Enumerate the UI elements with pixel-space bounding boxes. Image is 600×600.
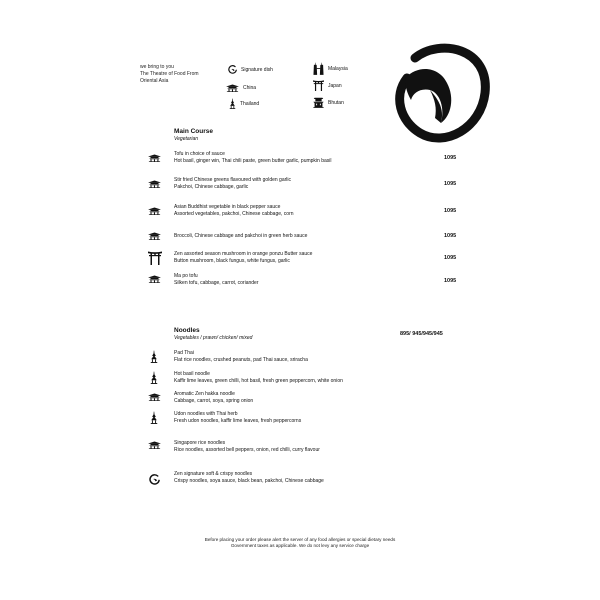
menu-item: [174, 273, 259, 286]
menu-item-desc: Cabbage, carrot, soya, spring onion: [174, 397, 254, 404]
malaysia-towers-icon: [313, 62, 324, 75]
china-pagoda-icon: [148, 275, 161, 283]
china-pagoda-icon: [148, 154, 161, 162]
bhutan-dzong-icon: [313, 97, 324, 108]
menu-item-name: Stir fried Chinese greens flavoured with golden garlic: [174, 177, 292, 183]
noodles-subtitle: Vegetables / prawn/ chicken/ mixed: [174, 335, 253, 341]
legend-thailand: [229, 98, 259, 109]
china-pagoda-icon: [148, 393, 161, 401]
menu-item-name: Zen signature soft & crispy noodles: [174, 471, 253, 477]
legend-china: [226, 84, 256, 92]
legend-bhutan: [313, 97, 344, 108]
legend-thailand-label: Thailand: [240, 100, 260, 107]
japan-torii-icon: [313, 80, 324, 91]
menu-item-name: Hot basil noodle: [174, 371, 210, 377]
menu-item-desc: Pakchoi, Chinese cabbage, garlic: [174, 183, 249, 190]
footer-line-2: Government taxes as applicable. We do not levy any service charge: [230, 543, 370, 548]
signature-icon: [228, 65, 237, 74]
menu-item: [174, 177, 291, 190]
china-pagoda-icon: [148, 441, 161, 449]
thailand-stupa-icon: [150, 350, 158, 363]
menu-item-name: Zen assorted season mushroom in orange ponzu Butter sauce: [174, 251, 313, 257]
menu-item-desc: Kaffir lime leaves, green chilli, hot basil, fresh green peppercorn, white onion: [174, 377, 343, 384]
main-course-subtitle: Vegetarian: [174, 136, 198, 142]
legend-china-label: China: [243, 85, 257, 91]
legend-bhutan-label: Bhutan: [328, 99, 344, 106]
menu-item-desc: Flat rice noodles, crushed peanuts, pad Thai sauce, sriracha: [174, 356, 308, 363]
legend-signature: [228, 65, 273, 74]
intro-line-3: Oriental Asia: [140, 78, 169, 84]
japan-torii-icon: [148, 251, 162, 265]
menu-item-price: 1095: [444, 233, 457, 239]
menu-item-price: 1095: [444, 278, 457, 284]
menu-item: [174, 371, 343, 384]
menu-item-name: Udon noodles with Thai herb: [174, 411, 238, 417]
china-pagoda-icon: [148, 180, 161, 188]
menu-item-name: Ma po tofu: [174, 273, 198, 279]
menu-item-name: Aromatic Zen hakka noodle: [174, 391, 235, 397]
menu-item-name: Tofu in choice of sauce: [174, 151, 225, 157]
legend-japan: [313, 80, 342, 91]
signature-icon: [149, 474, 160, 485]
thailand-stupa-icon: [150, 411, 158, 424]
menu-item: [174, 204, 294, 217]
menu-item-price: 1095: [444, 255, 457, 261]
intro-text: [140, 64, 199, 85]
menu-item: [174, 471, 324, 484]
noodles-price: 895/ 945/945/945: [400, 331, 443, 337]
menu-item-name: Pad Thai: [174, 350, 194, 356]
menu-item: [174, 411, 301, 424]
menu-item-desc: Button mushroom, black fungus, white fungus, garlic: [174, 257, 290, 264]
menu-item-price: 1095: [444, 155, 457, 161]
menu-item: [174, 151, 332, 164]
noodles-header: [174, 327, 252, 341]
china-pagoda-icon: [148, 207, 161, 215]
legend-japan-label: Japan: [328, 82, 342, 89]
china-pagoda-icon: [226, 84, 239, 92]
legend-signature-label: Signature dish: [241, 66, 273, 73]
menu-item: [174, 251, 312, 264]
footer-note: [150, 537, 450, 549]
menu-item-desc: Crispy noodles, soya sauce, black bean, pakchoi, Chinese cabbage: [174, 477, 324, 484]
menu-item-desc: Silken tofu, cabbage, carrot, coriander: [174, 279, 259, 286]
legend-malaysia: [313, 62, 348, 75]
zen-brush-logo: [385, 38, 495, 153]
thailand-stupa-icon: [229, 98, 236, 109]
menu-item-desc: Fresh udon noodles, kaffir lime leaves, fresh peppercorns: [174, 417, 302, 424]
menu-item: [174, 233, 307, 240]
footer-line-1: Before placing your order please alert the server of any food allergies or special dietary needs: [204, 537, 396, 542]
menu-item: [174, 440, 320, 453]
intro-line-2: The Theatre of Food From: [140, 71, 199, 77]
menu-item-desc: Hot basil, ginger win, Thai chili paste, green butter garlic, pumpkin basil: [174, 157, 332, 164]
menu-item: [174, 350, 308, 363]
noodles-title: Noodles: [174, 327, 200, 334]
legend-malaysia-label: Malaysia: [328, 65, 348, 72]
menu-item-desc: Rice noodles, assorted bell peppers, onion, red chilli, curry flavour: [174, 446, 320, 453]
main-course-header: [174, 128, 213, 142]
menu-item-name: Asian Buddhist vegetable in black pepper sauce: [174, 204, 281, 210]
menu-item-price: 1095: [444, 208, 457, 214]
thailand-stupa-icon: [150, 371, 158, 384]
menu-item-name: Broccoli, Chinese cabbage and pakchoi in green herb sauce: [174, 233, 308, 239]
china-pagoda-icon: [148, 232, 161, 240]
intro-line-1: we bring to you: [140, 64, 174, 70]
menu-item-name: Singapore rice noodles: [174, 440, 226, 446]
menu-item-desc: Assorted vegetables, pakchoi, Chinese cabbage, corn: [174, 210, 294, 217]
menu-item: [174, 391, 253, 404]
main-course-title: Main Course: [174, 128, 214, 135]
menu-item-price: 1095: [444, 181, 457, 187]
